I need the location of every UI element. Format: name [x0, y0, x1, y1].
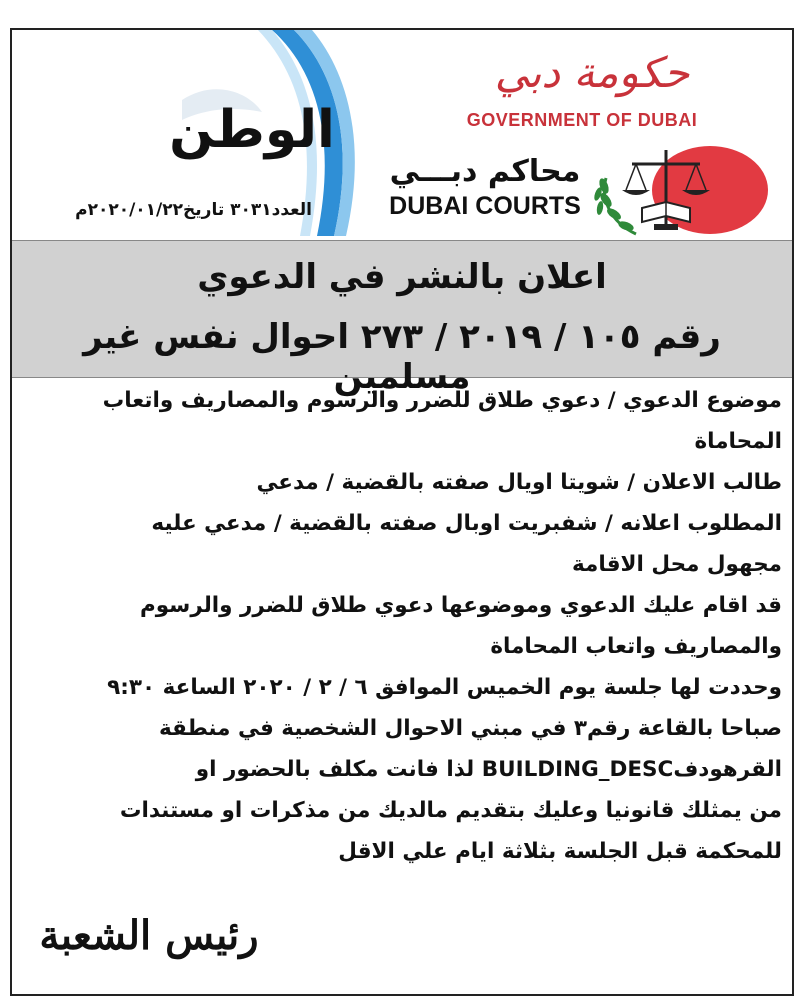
body-line: مجهول محل الاقامة	[572, 552, 782, 577]
announcement-title: اعلان بالنشر في الدعوي	[197, 257, 607, 297]
case-number: رقم ١٠٥ / ٢٠١٩ / ٢٧٣ احوال نفس غير مسلمين	[83, 317, 721, 397]
announcement-frame	[10, 28, 794, 996]
body-line: المحاماة	[694, 429, 782, 454]
scales-of-justice-icon	[592, 138, 770, 238]
body-line: قد اقام عليك الدعوي وموضوعها دعوي طلاق للضرر والرسوم	[139, 593, 782, 618]
signature: رئيس الشعبة	[39, 912, 259, 959]
courts-name-arabic: محاكم دبـــي	[389, 154, 581, 189]
government-name-arabic: حكومة دبي	[494, 48, 690, 97]
body-line: صباحا بالقاعة رقم٣ في مبني الاحوال الشخصية في منطقة	[158, 716, 782, 741]
body-line: والمصاريف واتعاب المحاماة	[490, 634, 782, 659]
body-line: من يمثلك قانونيا وعليك بتقديم مالديك من مذكرات او مستندات	[119, 798, 782, 823]
issue-line: العدد٣٠٣١ تاريخ٢٠٢٠/٠١/٢٢م	[75, 200, 312, 220]
courts-name-english: DUBAI COURTS	[389, 192, 581, 220]
title-band	[12, 240, 792, 397]
body-line: موضوع الدعوي / دعوي طلاق للضرر والرسوم والمصاريف واتعاب	[102, 388, 782, 413]
announcement-body	[26, 380, 782, 872]
body-line: القرهودفBUILDING_DESC لذا فانت مكلف بالحضور او	[195, 757, 782, 782]
newspaper-name: الوطن	[169, 100, 335, 160]
body-line: طالب الاعلان / شويتا اويال صفته بالقضية / مدعي	[256, 470, 782, 495]
body-line: وحددت لها جلسة يوم الخميس الموافق ٦ / ٢ / ٢٠٢٠ الساعة ٩:٣٠	[107, 675, 782, 700]
courts-emblem	[592, 138, 770, 238]
body-line: للمحكمة قبل الجلسة بثلاثة ايام علي الاقل	[338, 839, 782, 864]
header	[12, 30, 792, 238]
government-name-english: GOVERNMENT OF DUBAI	[466, 110, 698, 130]
body-line: المطلوب اعلانه / شفبريت اوبال صفته بالقضية / مدعي عليه	[151, 511, 782, 536]
